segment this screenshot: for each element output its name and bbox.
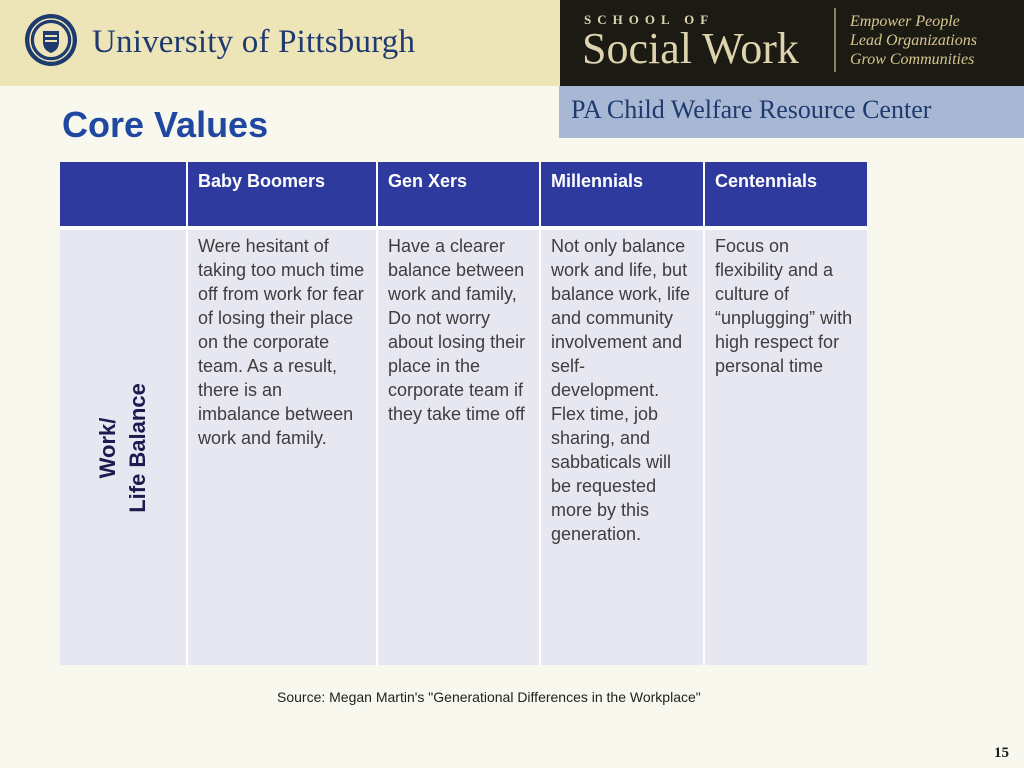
tagline-line-3: Grow Communities (850, 51, 975, 68)
table-header-row (60, 162, 867, 226)
resource-center-name: PA Child Welfare Resource Center (571, 95, 932, 124)
slide-title: Core Values (62, 104, 269, 145)
column-header-baby-boomers: Baby Boomers (198, 171, 326, 191)
school-of-social-work-logo (560, 0, 1024, 86)
column-divider (376, 162, 378, 226)
page-number: 15 (994, 745, 1009, 761)
tagline-line-1: Empower People (850, 13, 960, 30)
tagline-line-2: Lead Organizations (850, 32, 977, 49)
core-values-table (60, 162, 867, 665)
cell-millennials: Not only balance work and life, but balance work, life and community involvement and self-development. Flex time, job sharing, and sabbaticals will be requested more by this generation. (551, 236, 691, 544)
column-divider (703, 162, 705, 226)
column-header-gen-xers: Gen Xers (388, 171, 468, 191)
row-label-line-1: Work/ (95, 417, 120, 479)
cell-gen-xers: Have a clearer balance between work and family, Do not worry about losing their place in the corporate team if they take time off (388, 236, 526, 424)
row-label-work-life-balance (93, 383, 153, 513)
row-header-cell (60, 230, 186, 665)
column-divider (703, 230, 705, 665)
logo-divider (834, 8, 836, 72)
source-citation: Source: Megan Martin's "Generational Differences in the Workplace" (277, 689, 701, 705)
university-name: University of Pittsburgh (92, 24, 416, 60)
row-label-line-2: Life Balance (125, 383, 150, 513)
column-header-centennials: Centennials (715, 171, 818, 191)
tagline (850, 12, 977, 69)
cell-centennials: Focus on flexibility and a culture of “unplugging” with high respect for personal time (715, 236, 853, 376)
column-divider (539, 162, 541, 226)
table-row-work-life-balance (60, 230, 867, 665)
column-divider (186, 230, 188, 665)
column-divider (186, 162, 188, 226)
resource-center-banner (559, 86, 1024, 138)
column-divider (539, 230, 541, 665)
pitt-seal-icon (24, 13, 78, 67)
school-of-label: SCHOOL OF (584, 12, 715, 27)
header-banner (0, 0, 1024, 86)
column-header-millennials: Millennials (551, 171, 644, 191)
cell-baby-boomers: Were hesitant of taking too much time off from work for fear of losing their place on the corporate team. As a result, there is an imbalance between work and family. (198, 236, 365, 448)
social-work-label: Social Work (582, 24, 799, 73)
column-divider (376, 230, 378, 665)
